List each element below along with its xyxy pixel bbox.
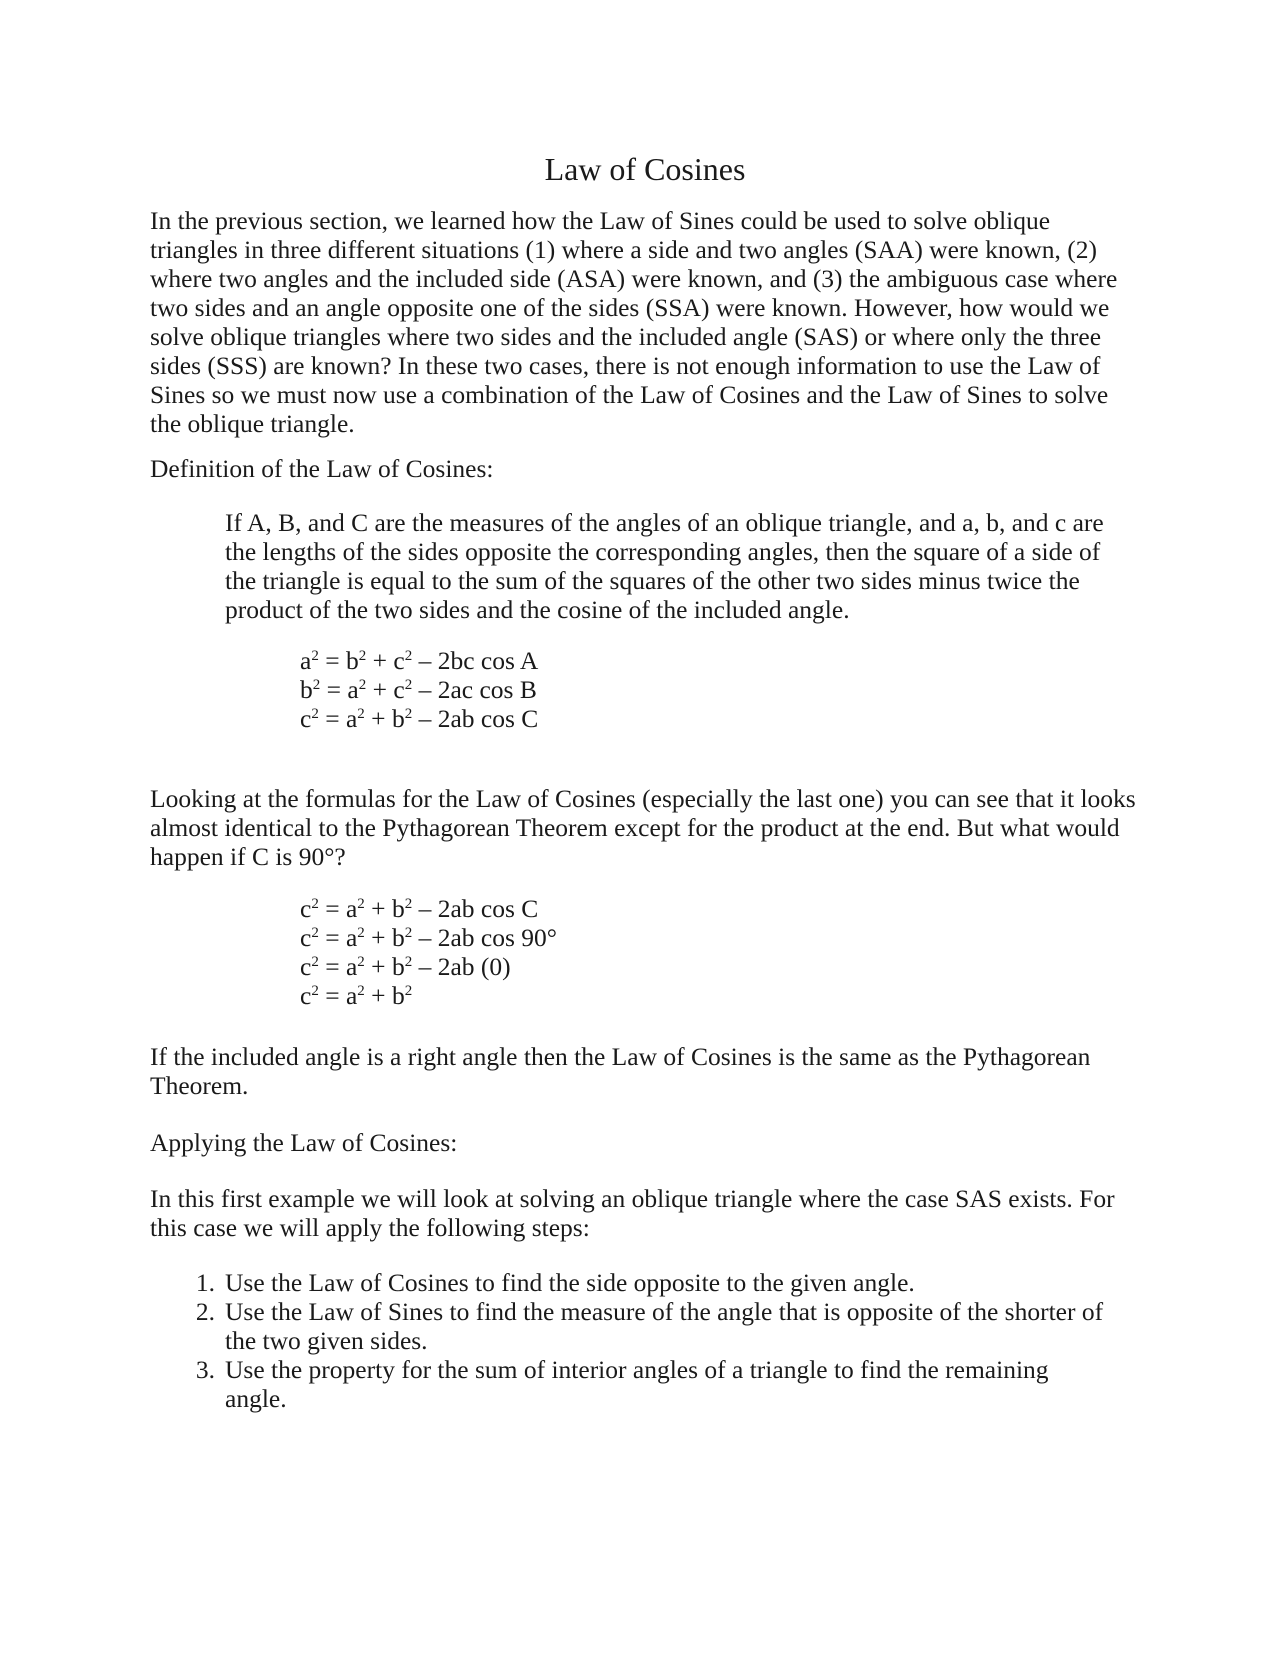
- list-item: 1. Use the Law of Cosines to find the side opposite to the given angle.: [195, 1268, 915, 1297]
- right-angle-derivation: [300, 894, 557, 1010]
- formula-c: $c^2 = a^2 + b^2 - 2ab$ cos C: [300, 704, 539, 733]
- definition-heading: Definition of the Law of Cosines:: [150, 454, 494, 483]
- right-angle-paragraph: If the included angle is a right angle then the Law of Cosines is the same as the Pythagorean Theorem.: [150, 1042, 1091, 1100]
- law-of-cosines-formulas: [300, 646, 538, 733]
- formula-a: $a^2 = b^2 + c^2 - 2bc$ cos A: [300, 646, 539, 675]
- definition-text: If A, B, and C are the measures of the angles of an oblique triangle, and a, b, and c are the lengths of the sides opposite the corresponding angles, then the square of a side of the triangle is equal to the sum of the squares of the other two sides minus twice the product of the two sides and the cosine of the included angle.: [225, 508, 1104, 624]
- pythagorean-paragraph: Looking at the formulas for the Law of Cosines (especially the last one) you can see that it looks almost identical to the Pythagorean Theorem except for the product at the end. But what would happen if C is 90°?: [150, 784, 1136, 871]
- page-title: Law of Cosines: [544, 151, 746, 187]
- intro-paragraph: In the previous section, we learned how the Law of Sines could be used to solve oblique triangles in three different situations (1) where a side and two angles (SAA) were known, (2) where two angles and the included side (ASA) were known, and (3) the ambiguous case where two sides and an angle opposite one of the sides (SSA) were known. However, how would we solve oblique triangles where two sides and the included angle (SAS) or where only the three sides (SSS) are known? In these two cases, there is not enough information to use the Law of Sines so we must now use a combination of the Law of Cosines and the Law of Sines to solve the oblique triangle.: [150, 206, 1118, 438]
- derivation-step-2: $c^2 = a^2 + b^2 - 2ab$ cos 90°: [300, 923, 557, 952]
- list-item: 3. Use the property for the sum of interior angles of a triangle to find the remaining angle.: [195, 1355, 1049, 1413]
- sas-paragraph: In this first example we will look at solving an oblique triangle where the case SAS exists. For this case we will apply the following steps:: [150, 1184, 1115, 1242]
- derivation-step-1: $c^2 = a^2 + b^2 - 2ab$ cos C: [300, 894, 539, 923]
- derivation-step-4: $c^2 = a^2 + b^2$: [300, 981, 413, 1010]
- list-item: 2. Use the Law of Sines to find the measure of the angle that is opposite of the shorter of the two given sides.: [195, 1297, 1104, 1355]
- applying-heading: Applying the Law of Cosines:: [150, 1128, 458, 1157]
- derivation-step-3: $c^2 = a^2 + b^2 - 2ab$ (0): [300, 952, 511, 981]
- formula-b: $b^2 = a^2 + c^2 - 2ac$ cos B: [300, 675, 537, 704]
- sas-steps-list: [180, 1268, 1110, 1413]
